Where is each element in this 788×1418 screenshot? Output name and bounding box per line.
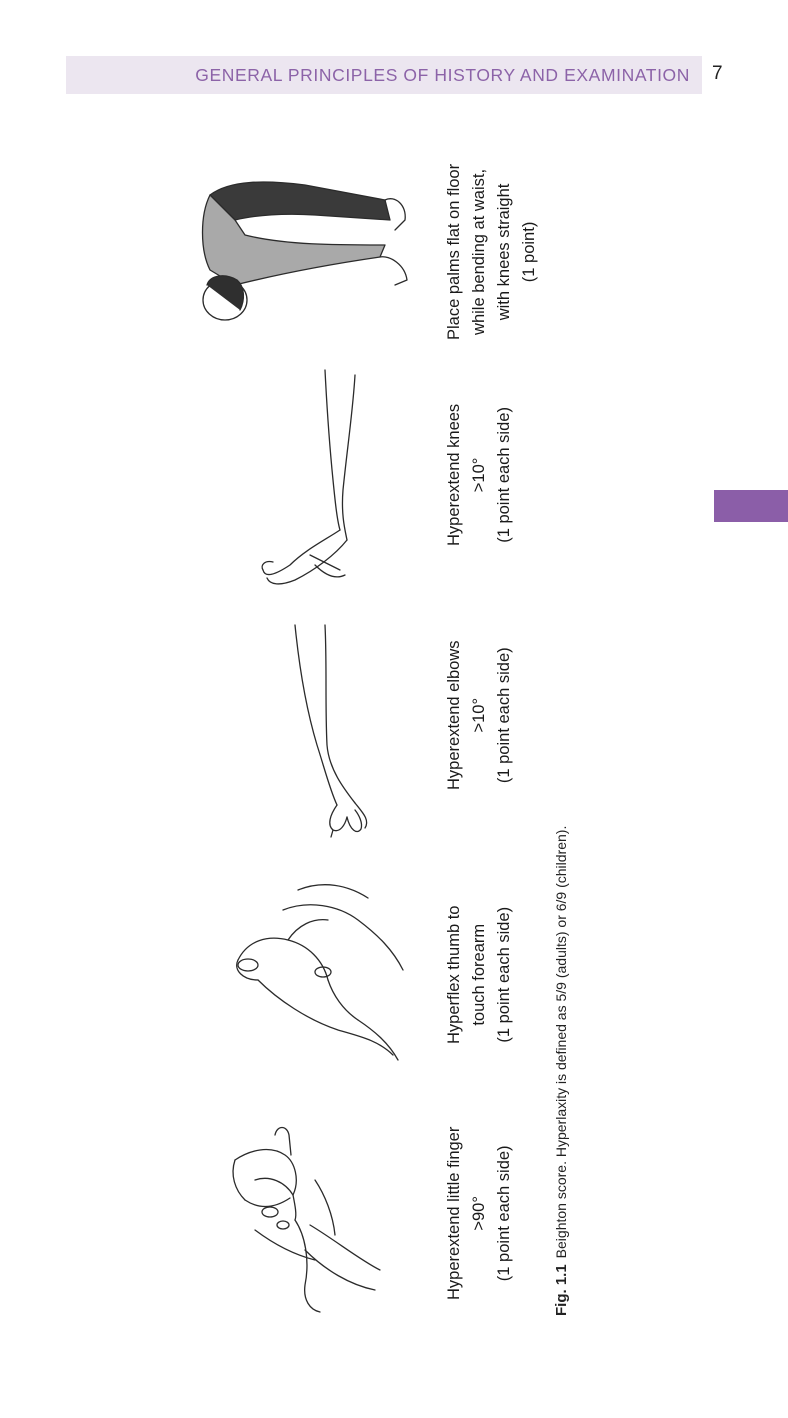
caption-little-finger: [442, 1127, 517, 1300]
caption-line: touch forearm: [470, 923, 488, 1026]
figure-caption: [553, 826, 570, 1316]
thumb-to-forearm-illustration: [228, 880, 418, 1070]
caption-line: >10°: [470, 697, 488, 733]
caption-palms-floor: [442, 164, 542, 340]
caption-line: >90°: [470, 1196, 488, 1231]
forward-bend-illustration: [195, 175, 425, 350]
caption-line: Hyperextend elbows: [445, 640, 463, 790]
caption-line: (1 point each side): [495, 407, 513, 543]
figure-label: Fig. 1.1: [553, 1264, 570, 1316]
chapter-thumb-tab: [714, 490, 788, 522]
caption-line: (1 point): [520, 221, 538, 283]
caption-line: Hyperextend little finger: [445, 1126, 463, 1300]
page-number: 7: [712, 63, 723, 84]
caption-line: with knees straight: [495, 183, 513, 321]
caption-line: (1 point each side): [495, 647, 513, 784]
caption-line: while bending at waist,: [470, 168, 488, 335]
caption-line: Place palms flat on floor: [445, 163, 463, 340]
caption-line: Hyperextend knees: [445, 403, 463, 546]
figure-caption-text: Beighton score. Hyperlaxity is defined as 5/9 (adults) or 6/9 (children).: [553, 825, 569, 1259]
hand-little-finger-illustration: [215, 1120, 395, 1320]
caption-line: >10°: [470, 457, 488, 493]
caption-thumb: [442, 906, 517, 1044]
running-head: GENERAL PRINCIPLES OF HISTORY AND EXAMINATION: [195, 65, 690, 85]
caption-line: (1 point each side): [495, 1145, 513, 1282]
caption-line: Hyperflex thumb to: [445, 905, 463, 1044]
caption-line: (1 point each side): [495, 906, 513, 1043]
arm-elbow-illustration: [285, 625, 385, 840]
leg-knee-illustration: [255, 370, 375, 590]
caption-elbows: [442, 641, 517, 791]
caption-knees: [442, 404, 517, 546]
